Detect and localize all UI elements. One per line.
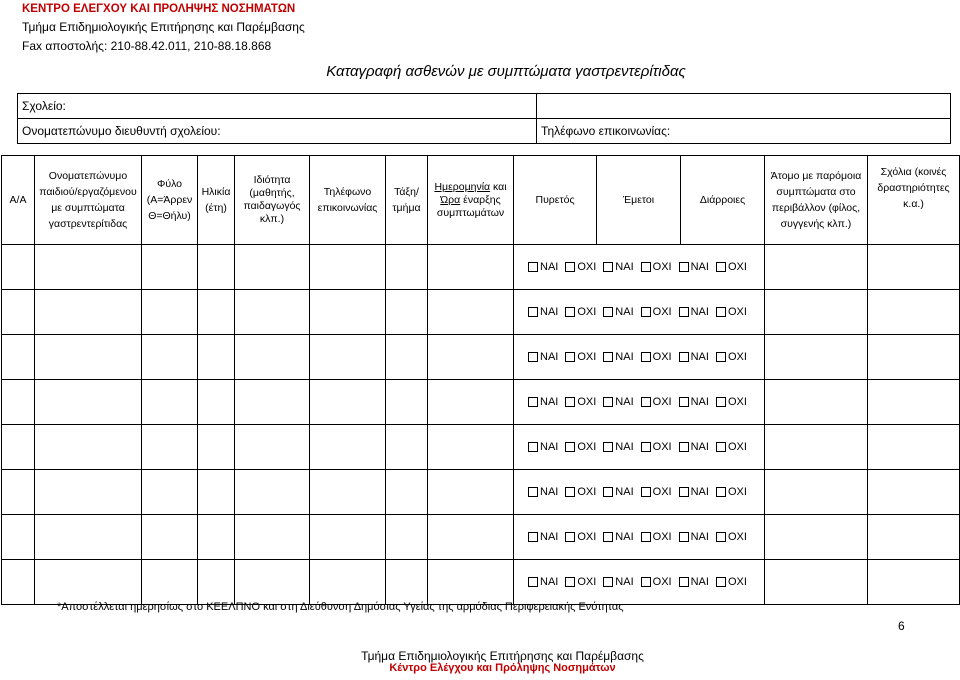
checkbox[interactable]: [716, 352, 726, 362]
option-label: ΟΧΙ: [652, 351, 672, 363]
diarrhea-no-option[interactable]: [716, 396, 747, 408]
cell-onset[interactable]: [428, 335, 514, 380]
fever-no-option[interactable]: [565, 306, 596, 318]
footnote: *Αποστέλλεται ημερησίως στο ΚΕΕΛΠΝΟ και στη Διεύθυνση Δημόσιας Υγείας της αρμόδιας Περιφερειακής Ενότητας: [57, 601, 624, 613]
option-label: ΟΧΙ: [727, 441, 747, 453]
cell-comments[interactable]: [868, 560, 960, 605]
checkbox[interactable]: [565, 352, 575, 362]
principal-label: Ονοματεπώνυμο διευθυντή σχολείου:: [18, 119, 537, 144]
diarrhea-yes-option[interactable]: [679, 441, 709, 453]
symptom-options: [514, 335, 765, 380]
cell-age[interactable]: [198, 245, 235, 290]
cell-contact[interactable]: [765, 515, 868, 560]
diarrhea-no-option[interactable]: [716, 441, 747, 453]
checkbox[interactable]: [565, 262, 575, 272]
checkbox[interactable]: [603, 487, 613, 497]
checkbox[interactable]: [603, 307, 613, 317]
fever-no-option[interactable]: [565, 441, 596, 453]
cell-class[interactable]: [386, 290, 428, 335]
checkbox[interactable]: [528, 262, 538, 272]
checkbox[interactable]: [565, 442, 575, 452]
checkbox[interactable]: [679, 397, 689, 407]
cell-class[interactable]: [386, 380, 428, 425]
diarrhea-no-option[interactable]: [716, 576, 747, 588]
col-phone: Τηλέφωνο επικοινωνίας: [310, 156, 386, 245]
checkbox[interactable]: [528, 577, 538, 587]
checkbox[interactable]: [528, 532, 538, 542]
option-label: ΟΧΙ: [577, 351, 597, 363]
option-label: ΝΑΙ: [615, 351, 634, 363]
checkbox[interactable]: [565, 532, 575, 542]
option-label: ΟΧΙ: [652, 576, 672, 588]
header-organization: ΚΕΝΤΡΟ ΕΛΕΓΧΟΥ ΚΑΙ ΠΡΟΛΗΨΗΣ ΝΟΣΗΜΑΤΩΝ: [22, 3, 296, 15]
cell-comments[interactable]: [868, 245, 960, 290]
option-label: ΟΧΙ: [727, 306, 747, 318]
option-label: ΝΑΙ: [690, 531, 709, 543]
checkbox[interactable]: [679, 307, 689, 317]
cell-role[interactable]: [235, 290, 310, 335]
cell-role[interactable]: [235, 470, 310, 515]
checkbox[interactable]: [528, 307, 538, 317]
cell-name[interactable]: [35, 425, 142, 470]
table-row: [2, 245, 960, 290]
option-label: ΝΑΙ: [615, 261, 634, 273]
option-label: ΟΧΙ: [652, 486, 672, 498]
cell-onset[interactable]: [428, 515, 514, 560]
header-row: [2, 156, 960, 245]
checkbox[interactable]: [641, 397, 651, 407]
vomit-no-option[interactable]: [641, 531, 672, 543]
checkbox[interactable]: [603, 352, 613, 362]
cell-sex[interactable]: [142, 560, 198, 605]
diarrhea-no-option[interactable]: [716, 531, 747, 543]
col-onset: Ημερομηνία και Ώρα έναρξης συμπτωμάτων: [428, 156, 514, 245]
fever-yes-option[interactable]: [528, 531, 558, 543]
option-label: ΟΧΙ: [727, 576, 747, 588]
cell-phone[interactable]: [310, 290, 386, 335]
checkbox[interactable]: [603, 397, 613, 407]
checkbox[interactable]: [641, 487, 651, 497]
checkbox[interactable]: [641, 532, 651, 542]
table-row: [2, 515, 960, 560]
cell-onset[interactable]: [428, 290, 514, 335]
cell-onset[interactable]: [428, 470, 514, 515]
cell-onset[interactable]: [428, 560, 514, 605]
checkbox[interactable]: [641, 577, 651, 587]
checkbox[interactable]: [716, 487, 726, 497]
vomit-yes-option[interactable]: [603, 306, 633, 318]
cell-role[interactable]: [235, 515, 310, 560]
vomit-no-option[interactable]: [641, 576, 672, 588]
diarrhea-yes-option[interactable]: [679, 261, 709, 273]
col-fever: Πυρετός: [514, 156, 597, 245]
cell-contact[interactable]: [765, 470, 868, 515]
col-name: Ονοματεπώνυμο παιδιού/εργαζόμενου με συμπτώματα γαστρεντερίτιδας: [35, 156, 142, 245]
cell-sex[interactable]: [142, 245, 198, 290]
vomit-yes-option[interactable]: [603, 441, 633, 453]
document-title: Καταγραφή ασθενών με συμπτώματα γαστρεντερίτιδας: [326, 63, 686, 80]
table-row: [2, 380, 960, 425]
diarrhea-yes-option[interactable]: [679, 486, 709, 498]
option-label: ΟΧΙ: [727, 486, 747, 498]
symptom-options: [514, 560, 765, 605]
vomit-no-option[interactable]: [641, 351, 672, 363]
vomit-yes-option[interactable]: [603, 351, 633, 363]
col-vomit: Έμετοι: [597, 156, 681, 245]
option-label: ΝΑΙ: [615, 576, 634, 588]
option-label: ΟΧΙ: [577, 396, 597, 408]
option-label: ΟΧΙ: [652, 531, 672, 543]
option-label: ΟΧΙ: [652, 441, 672, 453]
symptom-options: [514, 290, 765, 335]
vomit-no-option[interactable]: [641, 306, 672, 318]
diarrhea-yes-option[interactable]: [679, 576, 709, 588]
checkbox[interactable]: [716, 577, 726, 587]
cell-class[interactable]: [386, 335, 428, 380]
fever-no-option[interactable]: [565, 351, 596, 363]
cell-contact[interactable]: [765, 335, 868, 380]
diarrhea-no-option[interactable]: [716, 306, 747, 318]
cell-comments[interactable]: [868, 380, 960, 425]
checkbox[interactable]: [641, 352, 651, 362]
fever-yes-option[interactable]: [528, 576, 558, 588]
col-sex: Φύλο (Α=Άρρεν Θ=Θήλυ): [142, 156, 198, 245]
checkbox[interactable]: [641, 262, 651, 272]
option-label: ΟΧΙ: [727, 396, 747, 408]
option-label: ΝΑΙ: [615, 531, 634, 543]
cell-contact[interactable]: [765, 245, 868, 290]
school-field[interactable]: [537, 94, 951, 119]
fever-yes-option[interactable]: [528, 351, 558, 363]
cell-sex[interactable]: [142, 425, 198, 470]
cell-role[interactable]: [235, 380, 310, 425]
fever-no-option[interactable]: [565, 486, 596, 498]
table-row: [2, 560, 960, 605]
option-label: ΝΑΙ: [690, 351, 709, 363]
cell-phone[interactable]: [310, 380, 386, 425]
option-label: ΟΧΙ: [652, 306, 672, 318]
cell-sex[interactable]: [142, 470, 198, 515]
cell-name[interactable]: [35, 290, 142, 335]
patients-table: [1, 155, 960, 605]
diarrhea-yes-option[interactable]: [679, 351, 709, 363]
cell-class[interactable]: [386, 425, 428, 470]
header-fax: Fax αποστολής: 210-88.42.011, 210-88.18.868: [22, 39, 272, 53]
option-label: ΟΧΙ: [577, 441, 597, 453]
cell-aa[interactable]: [2, 470, 35, 515]
option-label: ΟΧΙ: [727, 261, 747, 273]
checkbox[interactable]: [565, 577, 575, 587]
school-label: Σχολείο:: [18, 94, 537, 119]
table-row: [2, 335, 960, 380]
fever-no-option[interactable]: [565, 261, 596, 273]
checkbox[interactable]: [679, 487, 689, 497]
symptom-options: [514, 380, 765, 425]
footer-organization: Κέντρο Ελέγχου και Πρόληψης Νοσημάτων: [389, 662, 616, 674]
cell-role[interactable]: [235, 560, 310, 605]
checkbox[interactable]: [565, 487, 575, 497]
cell-phone[interactable]: [310, 470, 386, 515]
cell-name[interactable]: [35, 560, 142, 605]
fever-yes-option[interactable]: [528, 441, 558, 453]
option-label: ΝΑΙ: [690, 441, 709, 453]
col-diarrhea: Διάρροιες: [681, 156, 765, 245]
checkbox[interactable]: [716, 262, 726, 272]
option-label: ΝΑΙ: [615, 306, 634, 318]
vomit-yes-option[interactable]: [603, 576, 633, 588]
diarrhea-no-option[interactable]: [716, 486, 747, 498]
diarrhea-no-option[interactable]: [716, 261, 747, 273]
option-label: ΟΧΙ: [577, 531, 597, 543]
option-label: ΝΑΙ: [690, 396, 709, 408]
cell-comments[interactable]: [868, 515, 960, 560]
checkbox[interactable]: [528, 397, 538, 407]
checkbox[interactable]: [528, 487, 538, 497]
diarrhea-yes-option[interactable]: [679, 531, 709, 543]
option-label: ΝΑΙ: [540, 441, 559, 453]
option-label: ΝΑΙ: [540, 261, 559, 273]
checkbox[interactable]: [565, 397, 575, 407]
checkbox[interactable]: [641, 307, 651, 317]
cell-phone[interactable]: [310, 245, 386, 290]
table-row: [2, 425, 960, 470]
diarrhea-no-option[interactable]: [716, 351, 747, 363]
fever-no-option[interactable]: [565, 576, 596, 588]
col-comments: Σχόλια (κοινές δραστηριότητες κ.α.): [868, 156, 960, 245]
cell-aa[interactable]: [2, 290, 35, 335]
cell-age[interactable]: [198, 560, 235, 605]
option-label: ΟΧΙ: [577, 261, 597, 273]
option-label: ΝΑΙ: [540, 531, 559, 543]
vomit-yes-option[interactable]: [603, 486, 633, 498]
cell-name[interactable]: [35, 515, 142, 560]
option-label: ΝΑΙ: [540, 351, 559, 363]
vomit-no-option[interactable]: [641, 261, 672, 273]
checkbox[interactable]: [716, 307, 726, 317]
cell-comments[interactable]: [868, 335, 960, 380]
cell-role[interactable]: [235, 245, 310, 290]
cell-aa[interactable]: [2, 335, 35, 380]
cell-aa[interactable]: [2, 380, 35, 425]
cell-sex[interactable]: [142, 515, 198, 560]
option-label: ΝΑΙ: [690, 261, 709, 273]
cell-comments[interactable]: [868, 290, 960, 335]
symptom-options: [514, 425, 765, 470]
fever-yes-option[interactable]: [528, 261, 558, 273]
cell-age[interactable]: [198, 515, 235, 560]
fever-no-option[interactable]: [565, 396, 596, 408]
vomit-yes-option[interactable]: [603, 396, 633, 408]
option-label: ΟΧΙ: [652, 261, 672, 273]
fever-yes-option[interactable]: [528, 396, 558, 408]
cell-class[interactable]: [386, 245, 428, 290]
cell-aa[interactable]: [2, 560, 35, 605]
option-label: ΝΑΙ: [615, 396, 634, 408]
option-label: ΝΑΙ: [540, 396, 559, 408]
cell-aa[interactable]: [2, 245, 35, 290]
checkbox[interactable]: [641, 442, 651, 452]
cell-role[interactable]: [235, 425, 310, 470]
symptom-options: [514, 515, 765, 560]
checkbox[interactable]: [528, 352, 538, 362]
cell-aa[interactable]: [2, 425, 35, 470]
footer-department: Τμήμα Επιδημιολογικής Επιτήρησης και Παρέμβασης: [361, 649, 644, 663]
cell-contact[interactable]: [765, 560, 868, 605]
checkbox[interactable]: [679, 532, 689, 542]
cell-role[interactable]: [235, 335, 310, 380]
symptom-options: [514, 245, 765, 290]
vomit-no-option[interactable]: [641, 486, 672, 498]
phone-label: Τηλέφωνο επικοινωνίας:: [537, 119, 951, 144]
col-contact: Άτομο με παρόμοια συμπτώματα στο περιβάλλον (φίλος, συγγενής κλπ.): [765, 156, 868, 245]
cell-phone[interactable]: [310, 425, 386, 470]
checkbox[interactable]: [716, 442, 726, 452]
vomit-yes-option[interactable]: [603, 261, 633, 273]
checkbox[interactable]: [679, 262, 689, 272]
col-aa: Α/Α: [2, 156, 35, 245]
cell-onset[interactable]: [428, 425, 514, 470]
cell-sex[interactable]: [142, 290, 198, 335]
fever-yes-option[interactable]: [528, 306, 558, 318]
diarrhea-yes-option[interactable]: [679, 306, 709, 318]
cell-name[interactable]: [35, 245, 142, 290]
option-label: ΝΑΙ: [540, 486, 559, 498]
cell-contact[interactable]: [765, 290, 868, 335]
option-label: ΝΑΙ: [690, 576, 709, 588]
option-label: ΝΑΙ: [690, 306, 709, 318]
option-label: ΝΑΙ: [540, 306, 559, 318]
checkbox[interactable]: [716, 397, 726, 407]
symptom-options: [514, 470, 765, 515]
cell-class[interactable]: [386, 515, 428, 560]
fever-yes-option[interactable]: [528, 486, 558, 498]
cell-age[interactable]: [198, 425, 235, 470]
vomit-no-option[interactable]: [641, 396, 672, 408]
fever-no-option[interactable]: [565, 531, 596, 543]
vomit-no-option[interactable]: [641, 441, 672, 453]
school-info-table: [17, 93, 951, 144]
vomit-yes-option[interactable]: [603, 531, 633, 543]
option-label: ΝΑΙ: [615, 441, 634, 453]
col-role: Ιδιότητα (μαθητής, παιδαγωγός κλπ.): [235, 156, 310, 245]
cell-age[interactable]: [198, 290, 235, 335]
col-age: Ηλικία (έτη): [198, 156, 235, 245]
page-number: 6: [898, 619, 905, 633]
option-label: ΟΧΙ: [727, 351, 747, 363]
checkbox[interactable]: [603, 532, 613, 542]
cell-age[interactable]: [198, 470, 235, 515]
checkbox[interactable]: [603, 262, 613, 272]
cell-contact[interactable]: [765, 380, 868, 425]
cell-contact[interactable]: [765, 425, 868, 470]
cell-comments[interactable]: [868, 425, 960, 470]
cell-name[interactable]: [35, 380, 142, 425]
cell-class[interactable]: [386, 470, 428, 515]
table-row: [2, 290, 960, 335]
cell-age[interactable]: [198, 380, 235, 425]
cell-age[interactable]: [198, 335, 235, 380]
cell-sex[interactable]: [142, 335, 198, 380]
option-label: ΝΑΙ: [540, 576, 559, 588]
checkbox[interactable]: [565, 307, 575, 317]
diarrhea-yes-option[interactable]: [679, 396, 709, 408]
col-class: Τάξη/ τμήμα: [386, 156, 428, 245]
checkbox[interactable]: [716, 532, 726, 542]
option-label: ΟΧΙ: [577, 306, 597, 318]
option-label: ΝΑΙ: [615, 486, 634, 498]
cell-name[interactable]: [35, 335, 142, 380]
cell-aa[interactable]: [2, 515, 35, 560]
cell-name[interactable]: [35, 470, 142, 515]
checkbox[interactable]: [603, 577, 613, 587]
option-label: ΟΧΙ: [727, 531, 747, 543]
header-department: Τμήμα Επιδημιολογικής Επιτήρησης και Παρέμβασης: [22, 20, 305, 34]
option-label: ΟΧΙ: [577, 486, 597, 498]
option-label: ΟΧΙ: [577, 576, 597, 588]
cell-phone[interactable]: [310, 335, 386, 380]
checkbox[interactable]: [679, 352, 689, 362]
option-label: ΝΑΙ: [690, 486, 709, 498]
checkbox[interactable]: [528, 442, 538, 452]
cell-phone[interactable]: [310, 515, 386, 560]
cell-onset[interactable]: [428, 245, 514, 290]
checkbox[interactable]: [679, 442, 689, 452]
cell-phone[interactable]: [310, 560, 386, 605]
checkbox[interactable]: [679, 577, 689, 587]
cell-comments[interactable]: [868, 470, 960, 515]
table-row: [2, 470, 960, 515]
cell-sex[interactable]: [142, 380, 198, 425]
cell-class[interactable]: [386, 560, 428, 605]
checkbox[interactable]: [603, 442, 613, 452]
cell-onset[interactable]: [428, 380, 514, 425]
option-label: ΟΧΙ: [652, 396, 672, 408]
